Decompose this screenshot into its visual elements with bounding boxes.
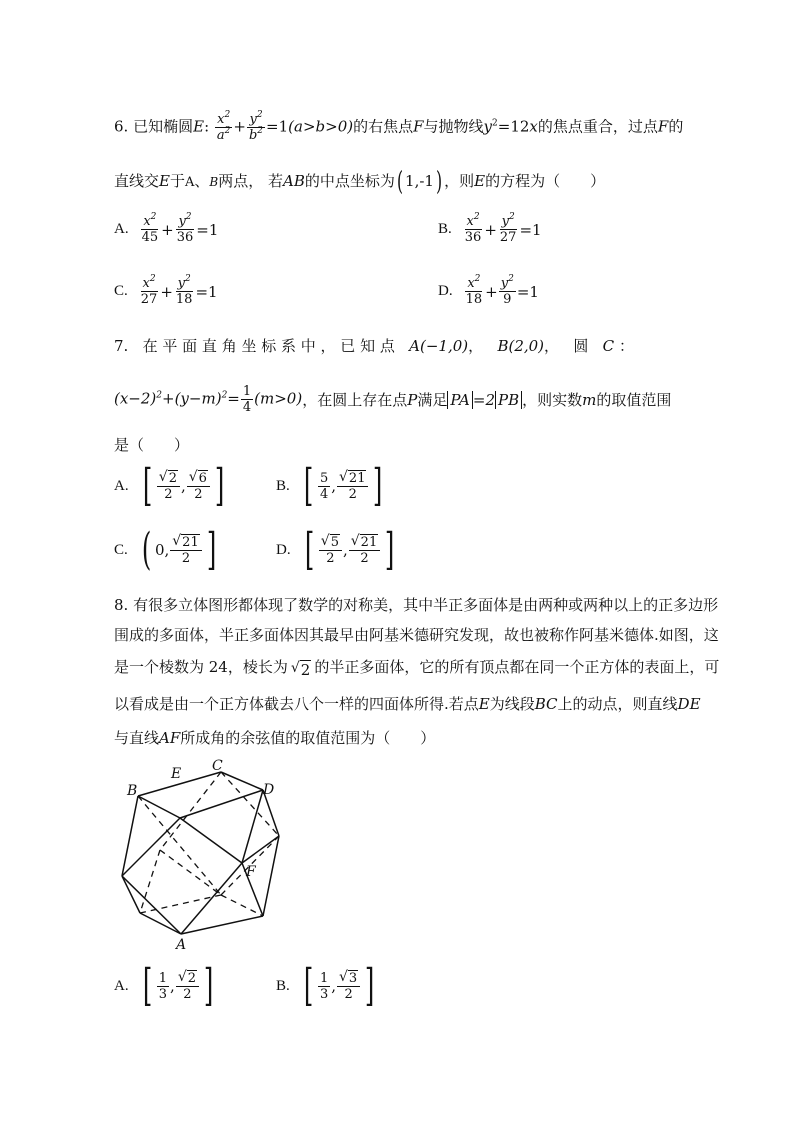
q6-text: 的焦点重合，过点 [537,117,658,136]
q8-text: E [478,695,490,713]
q7-text: C [602,337,615,355]
option-label: D. [438,283,453,299]
q8-text: 与直线 [114,729,160,747]
q7-text: P [407,390,418,409]
q6-text: B [209,175,219,189]
q6-line1: 6. 已知椭圆E: $\frac{x^2}{a^2}$ + $\frac{y^2}{b^2}$ =1(a>b>0)的右焦点F与抛物线$y^2=12x$的焦点重合，过点F的 [114,110,684,143]
q8-option-b[interactable]: B. [ $\frac{1}{3}$ , √ 3 2 ] [276,960,375,1011]
q8-text: 的半正多面体，它的所有顶点都在同一个正方体的表面上，可 [314,658,720,676]
figure-label-e: E [171,766,182,782]
q8-line5 [114,727,435,748]
q7-point-a: A(−1,0) [409,337,469,355]
denominator: 18 [465,292,483,307]
q7-option-b[interactable]: B. [ $\frac{5}{4}$ , √ 21 2 ] [276,460,383,511]
option-label: C. [114,541,128,558]
option-label: D. [276,541,291,558]
q6-ellipse-frac-x: $\frac{x^2}{a^2}$ [216,110,231,143]
q6-text: 、 [194,172,210,190]
q7-text: 满足 [417,391,448,409]
q6-line2: 直线交E于A、B两点， 若AB的中点坐标为( 1,-1) ，则E的方程为（ ） [114,167,606,197]
option-label: B. [276,977,290,994]
q8-text: 以看成是由一个正方体截去八个一样的四面体所得.若点 [114,695,479,713]
q8-text: AF [159,729,181,747]
denominator: 9 [503,292,512,307]
q8-line4 [114,693,701,714]
q6-text: A [184,175,195,190]
q7-option-c[interactable]: C. ( 0, √ 21 2 ] [114,524,217,575]
q7-text: ： [618,337,634,355]
q7-line1: 7. 在 平 面 直 角 坐 标 系 中 ， 已 知 点 A(−1,0)， B(2,0)， 圆 C ： [114,337,634,355]
q7-line3 [114,434,189,455]
q7-line2: $(x-2)^2+(y-m)^2=$ $\frac{1}{4}$ (m>0) ，在圆上存在点 P 满足 PA =2 PB ，则实数 m 的取值范围 [114,384,672,415]
q7-number: 7. [114,337,129,355]
q8-line3: 是一个棱数为 24，棱长为 √ 2 的半正多面体，它的所有顶点都在同一个正方体的表面上，可 [114,658,720,679]
q8-text: 所成角的余弦值的取值范围为（ ） [180,729,436,747]
q8-number: 8. [114,596,129,614]
q6-option-a[interactable]: A. $\frac{x^2}{45}$ + $\frac{y^2}{36}$ =1 [114,212,219,245]
q7-text: 是（ ） [114,436,190,454]
option-label: C. [114,283,128,299]
option-label: A. [114,977,129,994]
q7-text: m [582,390,597,409]
denominator: 36 [176,230,194,245]
q7-circle-equation: $(x-2)^2+(y-m)^2=$ $\frac{1}{4}$ (m>0) [114,384,303,415]
q8-text: 是一个棱数为 24，棱长为 [114,658,288,676]
figure-label-c: C [212,758,223,774]
q6-text: 已知椭圆 [133,117,194,136]
denominator: 18 [175,292,193,307]
q8-text: 围成的多面体，半正多面体因其最早由阿基米德研究发现，故也被称作阿基米德体.如图，这 [114,626,719,644]
option-label: A. [114,477,129,494]
q6-text: 两点， 若 [218,172,283,190]
option-label: B. [438,221,452,237]
q7-option-a[interactable]: A. [ √ 2 2 , √ 6 2 ] [114,460,225,511]
figure-label-a: A [176,937,187,953]
figure-label-b: B [127,783,138,799]
q7-text: 在 平 面 直 角 坐 标 系 中 ， 已 知 点 [142,337,395,355]
q7-text: 的取值范围 [596,391,672,409]
q6-ellipse-frac-y: $\frac{y^2}{b^2}$ [248,110,264,143]
q6-text: 于 [169,172,185,190]
option-label: B. [276,477,290,494]
q6-number: 6. [114,117,129,136]
q7-text: ，在圆上存在点 [302,391,408,409]
q8-text: BC [534,695,558,713]
q7-text: 圆 [573,337,589,355]
q7-point-b: B(2,0) [497,337,545,355]
q8-line1 [114,594,718,615]
denominator: 36 [464,230,482,245]
q8-text: 有很多立体图形都体现了数学的对称美，其中半正多面体是由两种或两种以上的正多边形 [133,596,719,614]
q6-text: 与抛物线 [423,117,484,136]
q6-text: 的右焦点 [353,117,414,136]
q6-text: ，则 [444,172,475,190]
q6-text: 的方程为（ ） [485,172,606,190]
q7-option-d[interactable]: D. [ √ 5 2 , √ 21 2 ] [276,524,395,575]
denominator: 27 [499,230,517,245]
q8-text: 上的动点，则直线 [557,695,678,713]
q6-option-d[interactable]: D. $\frac{x^2}{18}$ + $\frac{y^2}{9}$ =1 [438,274,539,307]
q8-line2 [114,624,719,645]
q8-option-a[interactable]: A. [ $\frac{1}{3}$ , √ 2 2 ] [114,960,214,1011]
q8-text: DE [677,695,701,713]
q8-text: 为线段 [489,695,535,713]
figure-label-d: D [263,782,275,798]
q7-text: ，则实数 [522,391,583,409]
q6-text: 的中点坐标为 [304,172,395,190]
q6-text: 直线交 [114,172,160,190]
figure-label-f: F [246,864,256,880]
option-label: A. [114,221,129,237]
denominator: 45 [141,230,159,245]
q6-option-b[interactable]: B. $\frac{x^2}{36}$ + $\frac{y^2}{27}$ =1 [438,212,542,245]
denominator: 27 [140,292,158,307]
q6-text: 的 [668,117,684,136]
q6-option-c[interactable]: C. $\frac{x^2}{27}$ + $\frac{y^2}{18}$ =1 [114,274,218,307]
